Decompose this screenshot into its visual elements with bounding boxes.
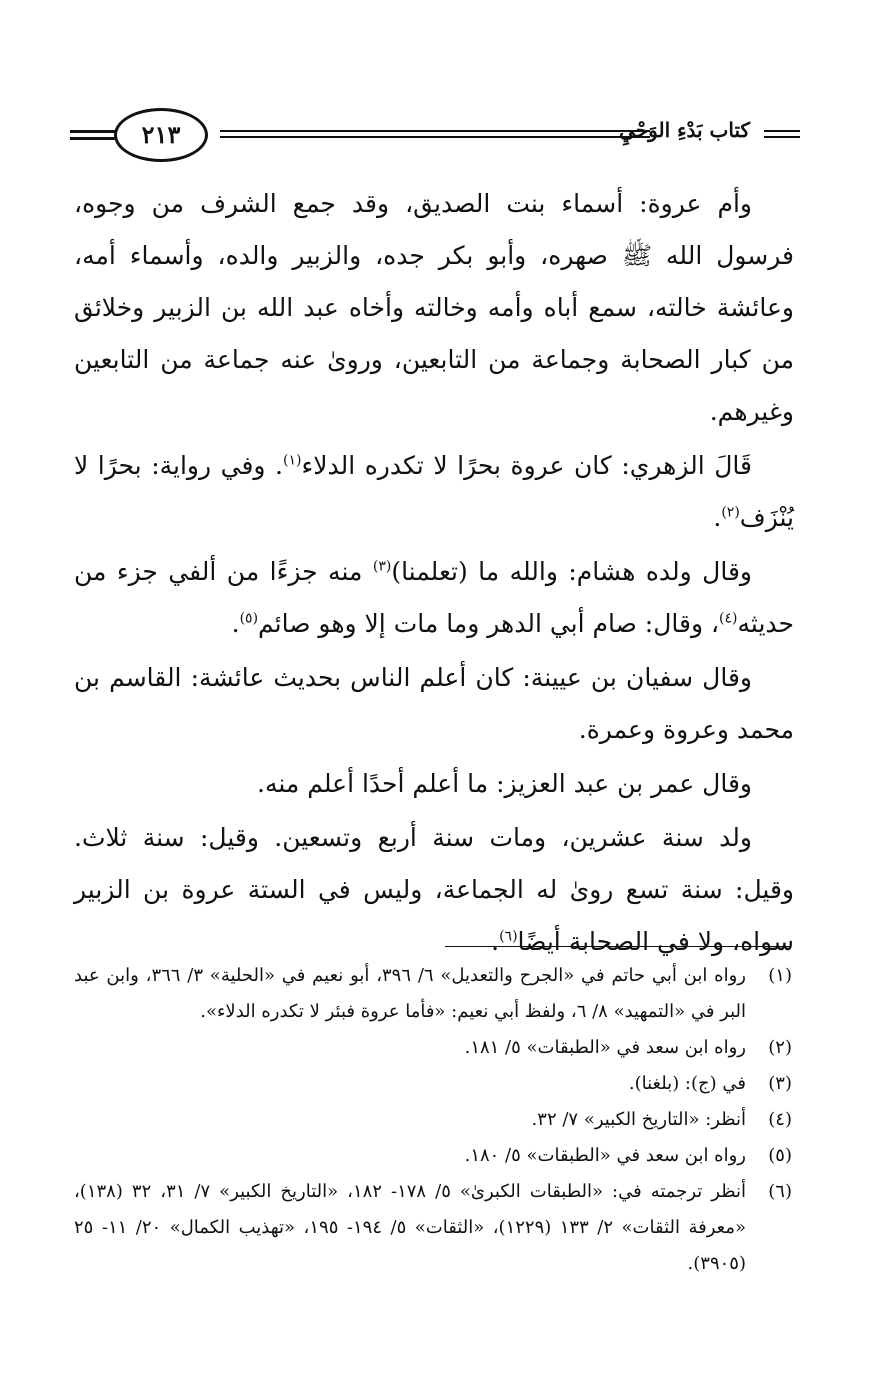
footnote: [74, 1066, 792, 1102]
footnote-text: رواه ابن أبي حاتم في «الجرح والتعديل» ٦/ ٣٩٦، أبو نعيم في «الحلية» ٣/ ٣٦٦، وابن عبد البر في «التمهيد» ٨/ ٦، ولفظ أبي نعيم: «فأما عروة فبئر لا تكدره الدلاء».: [74, 965, 746, 1022]
header-rule-left: [70, 130, 118, 140]
footnote-text: أنظر: «التاريخ الكبير» ٧/ ٣٢.: [531, 1109, 746, 1130]
text-run: ولد سنة عشرين، ومات سنة أربع وتسعين. وقيل: سنة ثلاث. وقيل: سنة تسع روىٰ له الجماعة، وليس في الستة عروة بن الزبير سواه، ولا في الصحابة أيضًا: [74, 823, 794, 956]
footnote-text: أنظر ترجمته في: «الطبقات الكبرىٰ» ٥/ ١٧٨- ١٨٢، «التاريخ الكبير» ٧/ ٣١، ٣٢ (١٣٨)، «معرفة الثقات» ٢/ ١٣٣ (١٢٢٩)، «الثقات» ٥/ ١٩٤- ١٩٥، «تهذيب الكمال» ٢٠/ ١١- ٢٥ (٣٩٠٥).: [74, 1181, 747, 1274]
header-rule-right: [764, 130, 800, 138]
note-mark: (٤): [719, 610, 738, 627]
footnote-number: (١): [768, 965, 792, 986]
footnote: [74, 1174, 792, 1282]
note-mark: (١): [282, 452, 302, 469]
page-header: [70, 108, 800, 160]
paragraph-birth: ولد سنة عشرين، ومات سنة أربع وتسعين. وقيل: سنة ثلاث. وقيل: سنة تسع روىٰ له الجماعة، وليس في الستة عروة بن الزبير سواه، ولا في الصحابة أيضًا$^{(٦)}$.: [74, 823, 794, 956]
paragraph-umar: وقال عمر بن عبد العزيز: ما أعلم أحدًا أعلم منه.: [257, 769, 752, 798]
footnote-text: في (ج): (بلغنا).: [628, 1073, 746, 1094]
main-text: [74, 178, 794, 970]
text-run: . وفي رواية: بحرًا لا يُنْزَف: [74, 451, 794, 532]
footnote-text: رواه ابن سعد في «الطبقات» ٥/ ١٨٠.: [464, 1145, 746, 1166]
header-rule: [220, 130, 650, 138]
footnotes: [74, 958, 792, 1282]
footnote-text: رواه ابن سعد في «الطبقات» ٥/ ١٨١.: [464, 1037, 746, 1058]
footnote: [74, 958, 792, 1030]
footnote-number: (٣): [768, 1073, 792, 1094]
footnote-number: (٥): [768, 1145, 792, 1166]
paragraph-mother: وأم عروة: أسماء بنت الصديق، وقد جمع الشرف من وجوه، فرسول الله ﷺ صهره، وأبو بكر جده، والزبير والده، وأسماء أمه، وعائشة خالته، سمع أباه وأمه وخالته وأخاه عبد الله بن الزبير وخلائق من كبار الصحابة وجماعة من التابعين، وروىٰ عنه جماعة من التابعين وغيرهم.: [74, 189, 794, 426]
text-run: ، وقال: صام أبي الدهر وما مات إلا وهو صائم: [258, 609, 720, 638]
footnote: [74, 1102, 792, 1138]
paragraph-sufyan: وقال سفيان بن عيينة: كان أعلم الناس بحديث عائشة: القاسم بن محمد وعروة وعمرة.: [74, 663, 794, 744]
note-mark: (٦): [499, 928, 518, 945]
page-number: ٢١٣: [114, 108, 208, 162]
paragraph-hisham: وقال ولده هشام: والله ما (تعلمنا)$^{(٣)}$ منه جزءًا من ألفي جزء من حديثه$^{(٤)}$، وقال: صام أبي الدهر وما مات إلا وهو صائم$^{(٥)}$.: [74, 557, 794, 638]
text-run: منه جزءًا من ألفي جزء من حديثه: [74, 557, 794, 638]
note-mark: (٢): [721, 504, 740, 521]
footnote: [74, 1030, 792, 1066]
footnote-number: (٤): [768, 1109, 792, 1130]
footnote-number: (٦): [768, 1181, 792, 1202]
note-mark: (٥): [239, 610, 259, 627]
footnote-number: (٢): [768, 1037, 792, 1058]
footnote-separator: [445, 946, 790, 947]
note-mark: (٣): [372, 558, 392, 575]
paragraph-zuhri: قَالَ الزهري: كان عروة بحرًا لا تكدره الدلاء$^{(١)}$. وفي رواية: بحرًا لا يُنْزَف$^{(٢)}$.: [74, 451, 794, 532]
footnote: [74, 1138, 792, 1174]
running-title: كتاب بَدْءِ الوَحْيِ: [619, 118, 750, 142]
text-run: وقال ولده هشام: والله ما (تعلمنا): [391, 557, 752, 586]
text-run: قَالَ الزهري: كان عروة بحرًا لا تكدره الدلاء: [301, 451, 752, 480]
